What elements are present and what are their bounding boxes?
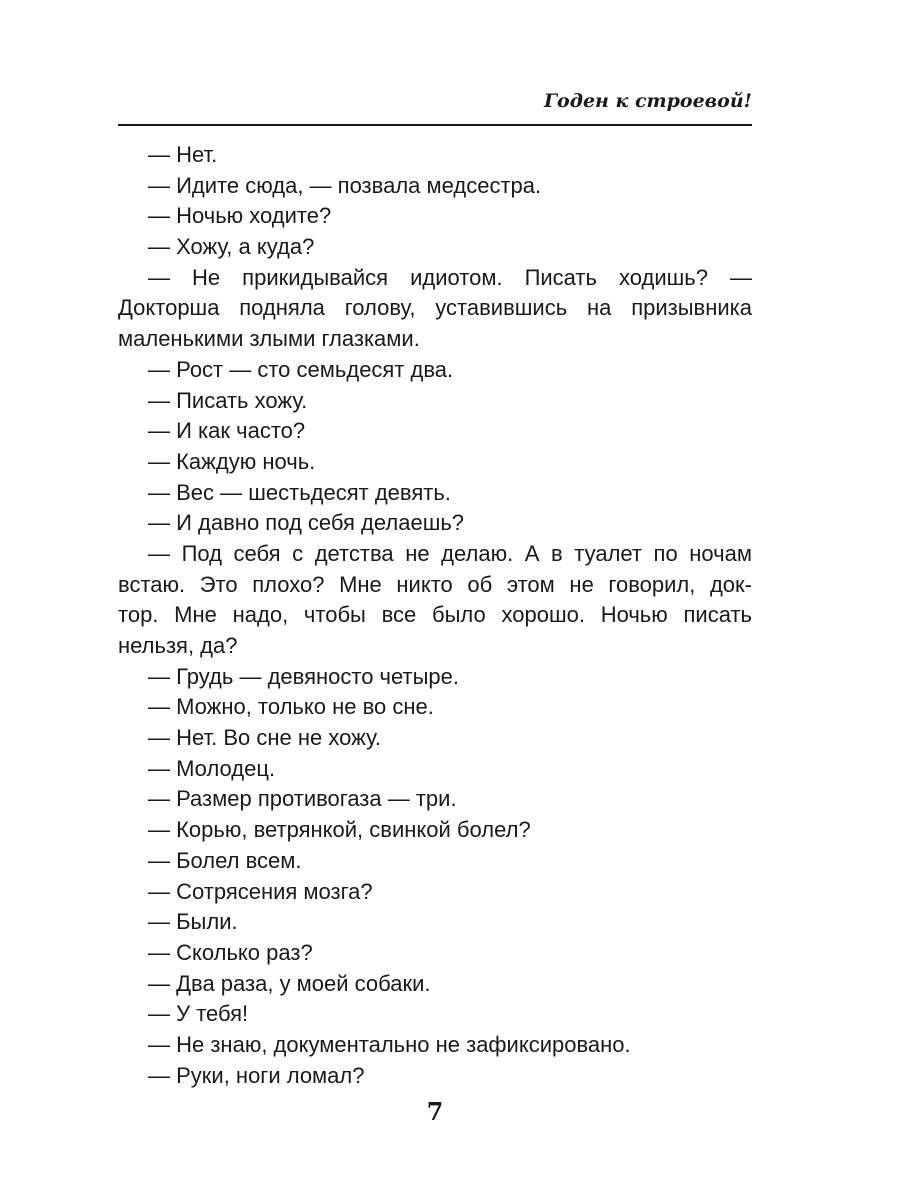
text-line: — Хожу, а куда? <box>148 234 315 260</box>
page-number: 7 <box>426 1097 444 1126</box>
text-line: — Сотрясения мозга? <box>148 878 373 904</box>
text-line: — И давно под себя делаешь? <box>148 510 465 536</box>
text-line: — Нет. <box>148 142 218 167</box>
text-line: — Корью, ветрянкой, свинкой болел? <box>148 817 531 843</box>
text-line: — Были. <box>148 909 238 935</box>
text-line: — Грудь — девяносто четыре. <box>148 663 459 689</box>
text-line: — Болел всем. <box>148 847 302 873</box>
text-line: — У тебя! <box>148 1001 249 1027</box>
text-line: — Размер противогаза — три. <box>148 786 457 812</box>
text-line: Докторша подняла голову, уставившись на призывника <box>118 295 752 321</box>
body-text <box>118 140 752 1091</box>
text-line: — Каждую ночь. <box>148 448 316 474</box>
text-line: встаю. Это плохо? Мне никто об этом не говорил, док- <box>118 571 752 597</box>
text-line: тор. Мне надо, чтобы все было хорошо. Ночью писать <box>118 602 752 628</box>
running-head: Годен к строевой! <box>543 90 752 112</box>
text-line: — Ночью ходите? <box>148 203 332 229</box>
text-line: нельзя, да? <box>118 633 238 658</box>
text-line: — Два раза, у моей собаки. <box>148 970 431 996</box>
text-line: — Руки, ноги ломал? <box>148 1062 365 1088</box>
header-rule <box>118 124 752 126</box>
text-line: — Вес — шестьдесят девять. <box>148 479 451 505</box>
text-line: — Рост — сто семьдесят два. <box>148 356 454 382</box>
text-line: — Под себя с детства не делаю. А в туалет по ночам <box>148 540 752 566</box>
text-line: — Можно, только не во сне. <box>148 694 434 720</box>
text-line: — Писать хожу. <box>148 387 308 413</box>
text-line: маленькими злыми глазками. <box>118 326 420 352</box>
text-line: — Молодец. <box>148 755 276 781</box>
text-line: — Не прикидывайся идиотом. Писать ходишь? — <box>148 264 752 290</box>
text-line: — Идите сюда, — позвала медсестра. <box>148 172 542 198</box>
text-line: — И как часто? <box>148 418 306 444</box>
text-line: — Не знаю, документально не зафиксировано. <box>148 1031 631 1057</box>
text-line: — Сколько раз? <box>148 939 313 965</box>
text-line: — Нет. Во сне не хожу. <box>148 725 381 751</box>
